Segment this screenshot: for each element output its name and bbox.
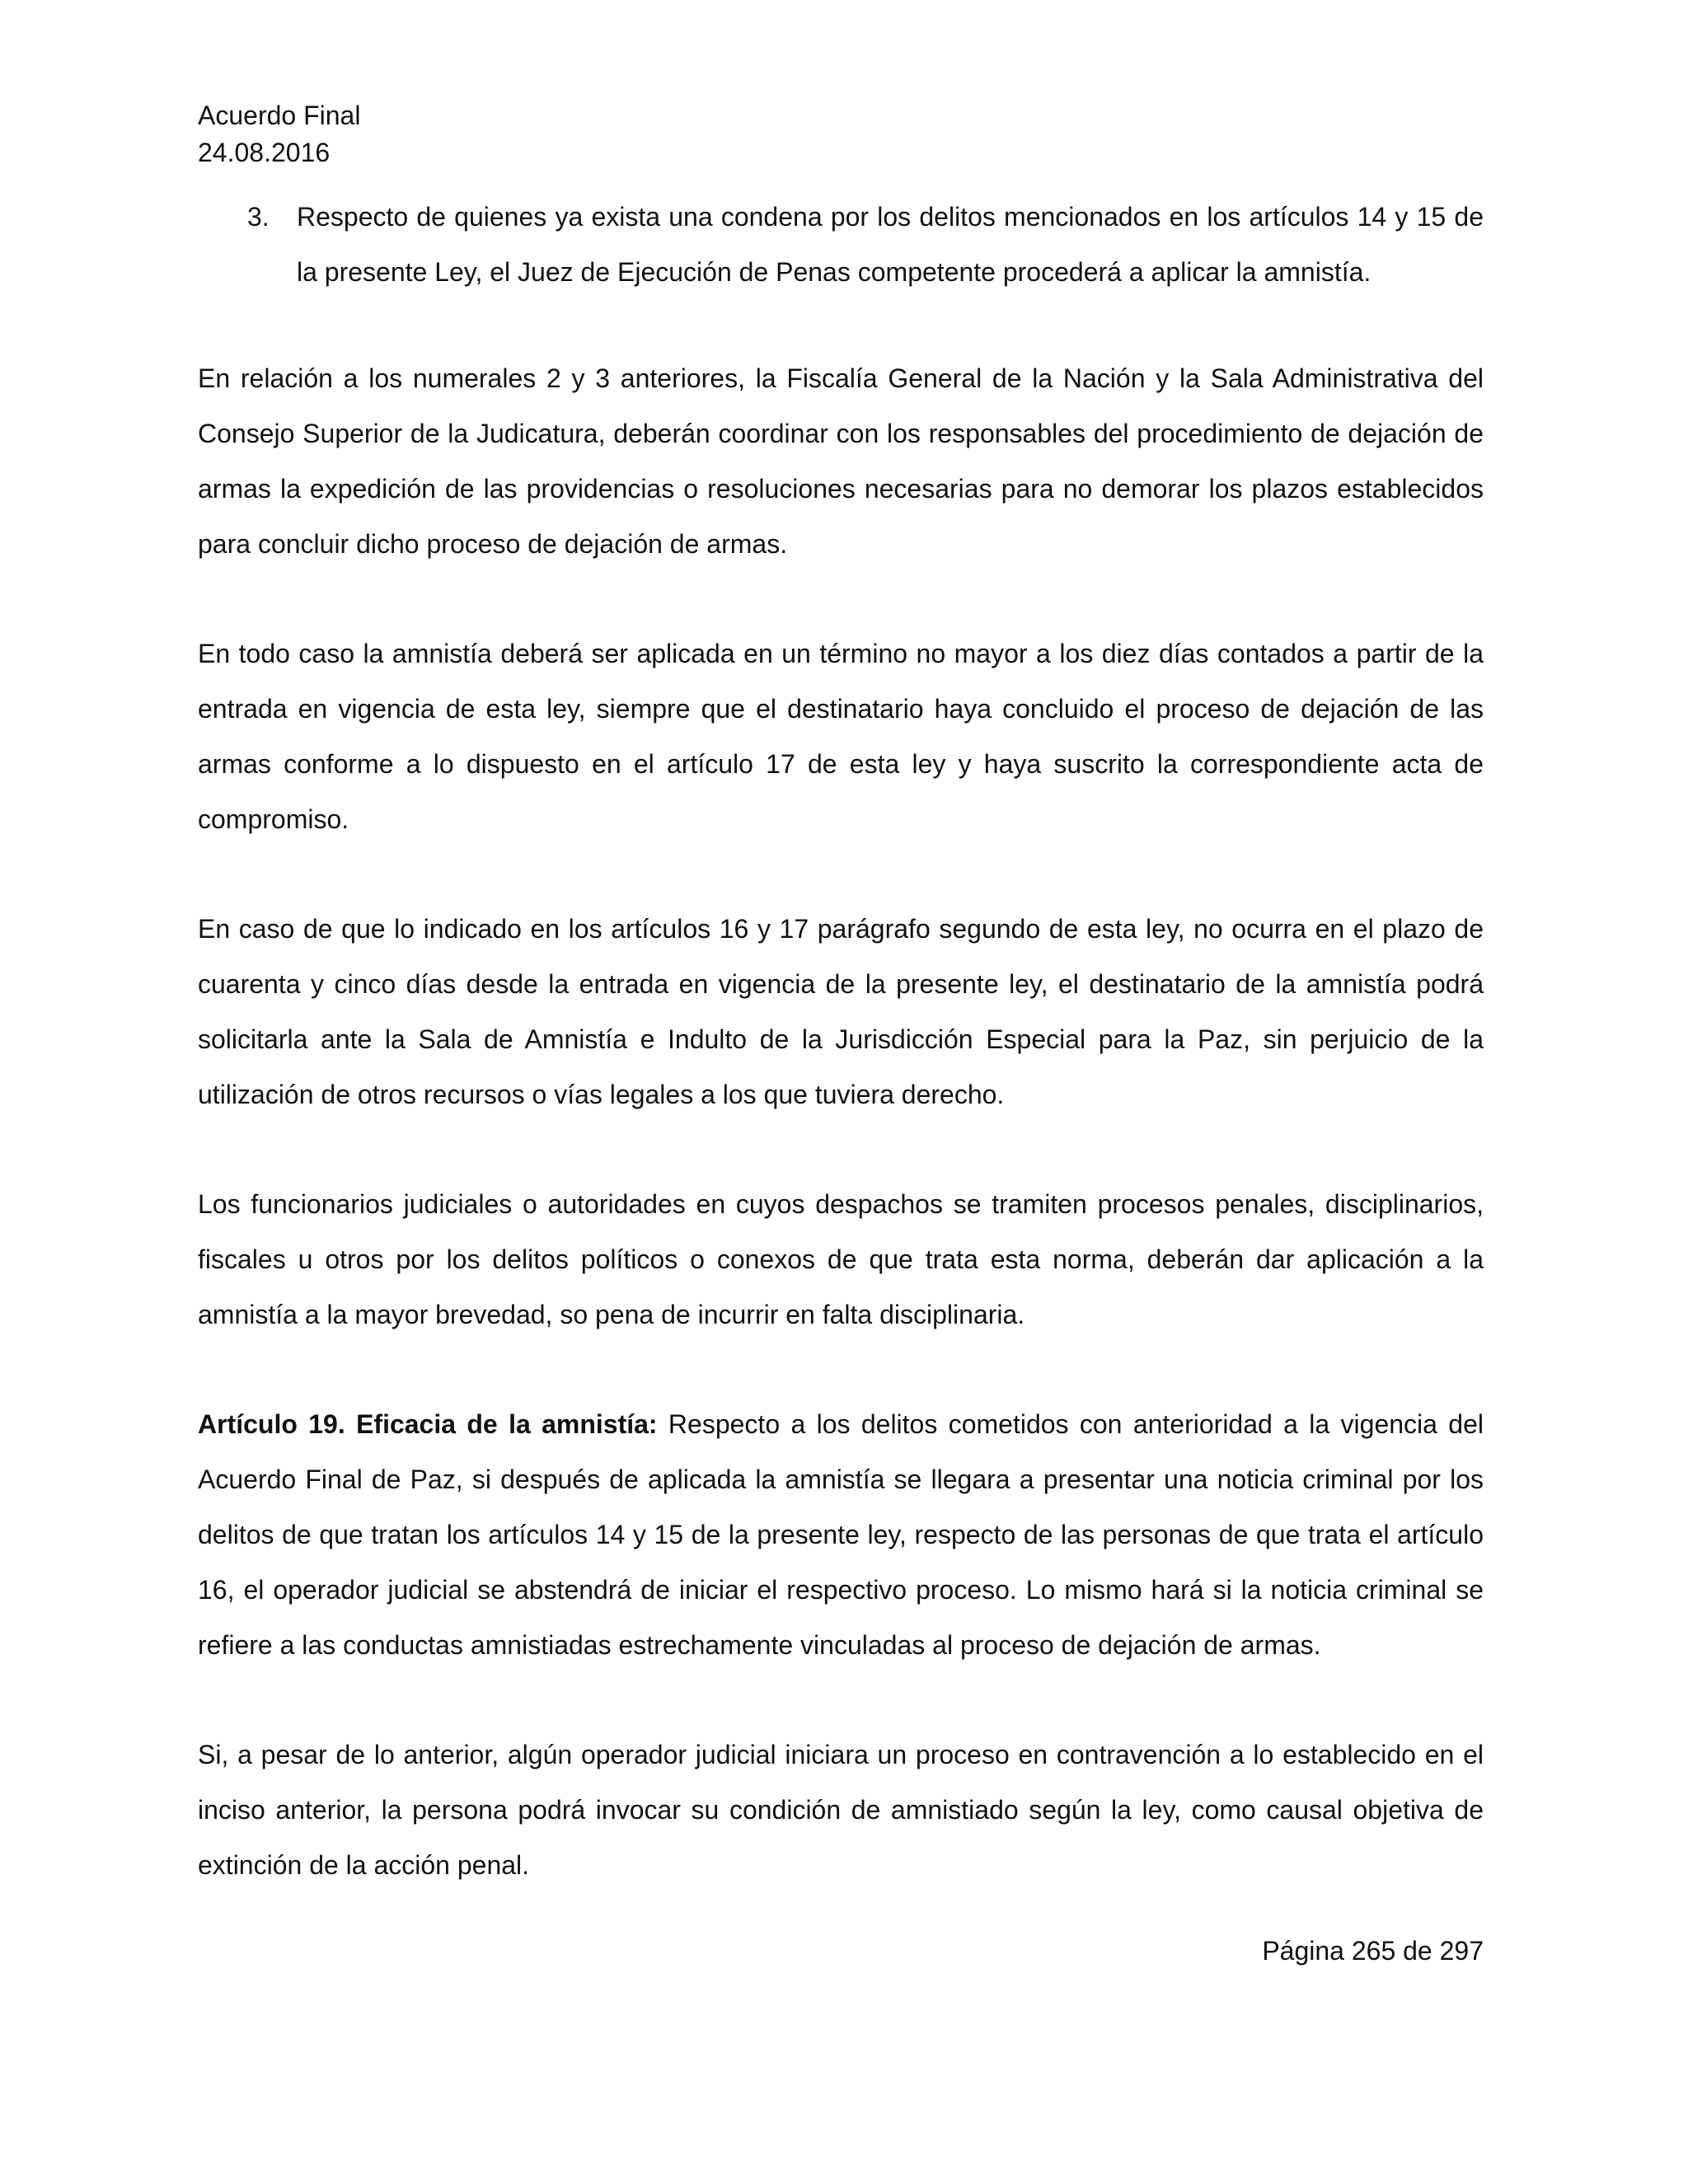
list-item-text: Respecto de quienes ya exista una condena por los delitos mencionados en los artículos 14 y 15 de la presente Ley, el Juez de Ejecución de Penas competente procederá a aplicar la amnistía. xyxy=(297,202,1484,287)
article-text: Respecto a los delitos cometidos con anterioridad a la vigencia del Acuerdo Final de Paz, si después de aplicada la amnistía se llegara a presentar una noticia criminal por los delitos de que tratan los artículos 14 y 15 de la presente ley, respecto de las personas de que trata el artículo 16, el operador judicial se abstendrá de iniciar el respectivo proceso. Lo mismo hará si la noticia criminal se refiere a las conductas amnistiadas estrechamente vinculadas al proceso de dejación de armas. xyxy=(198,1409,1484,1660)
paragraph-4: Los funcionarios judiciales o autoridades en cuyos despachos se tramiten procesos penales, disciplinarios, fiscales u otros por los delitos políticos o conexos de que trata esta norma, deberán dar aplicación a la amnistía a la mayor brevedad, so pena de incurrir en falta disciplinaria. xyxy=(198,1189,1484,1329)
paragraph-6: Si, a pesar de lo anterior, algún operador judicial iniciara un proceso en contravención a lo establecido en el inciso anterior, la persona podrá invocar su condición de amnistiado según la ley, como causal objetiva de extinción de la acción penal. xyxy=(198,1740,1484,1880)
page-header xyxy=(198,97,360,171)
paragraph-3: En caso de que lo indicado en los artículos 16 y 17 parágrafo segundo de esta ley, no ocurra en el plazo de cuarenta y cinco días desde la entrada en vigencia de la presente ley, el destinatario de la amnistía podrá solicitarla ante la Sala de Amnistía e Indulto de la Jurisdicción Especial para la Paz, sin perjuicio de la utilización de otros recursos o vías legales a los que tuviera derecho. xyxy=(198,914,1484,1109)
paragraph-2: En todo caso la amnistía deberá ser aplicada en un término no mayor a los diez días contados a partir de la entrada en vigencia de esta ley, siempre que el destinatario haya concluido el proceso de dejación de las armas conforme a lo dispuesto en el artículo 17 de esta ley y haya suscrito la correspondiente acta de compromiso. xyxy=(198,639,1484,834)
paragraph-1: En relación a los numerales 2 y 3 anteriores, la Fiscalía General de la Nación y la Sala Administrativa del Consejo Superior de la Judicatura, deberán coordinar con los responsables del procedimiento de dejación de armas la expedición de las providencias o resoluciones necesarias para no demorar los plazos establecidos para concluir dicho proceso de dejación de armas. xyxy=(198,363,1484,559)
numbered-list-item xyxy=(247,190,1484,300)
list-item-number: 3. xyxy=(247,202,270,232)
article-heading: Artículo 19. Eficacia de la amnistía: xyxy=(198,1409,658,1439)
paragraph-5 xyxy=(198,1397,1484,1673)
document-title: Acuerdo Final xyxy=(198,101,361,130)
page-number: Página 265 de 297 xyxy=(1262,1936,1484,1966)
document-date: 24.08.2016 xyxy=(198,138,331,167)
